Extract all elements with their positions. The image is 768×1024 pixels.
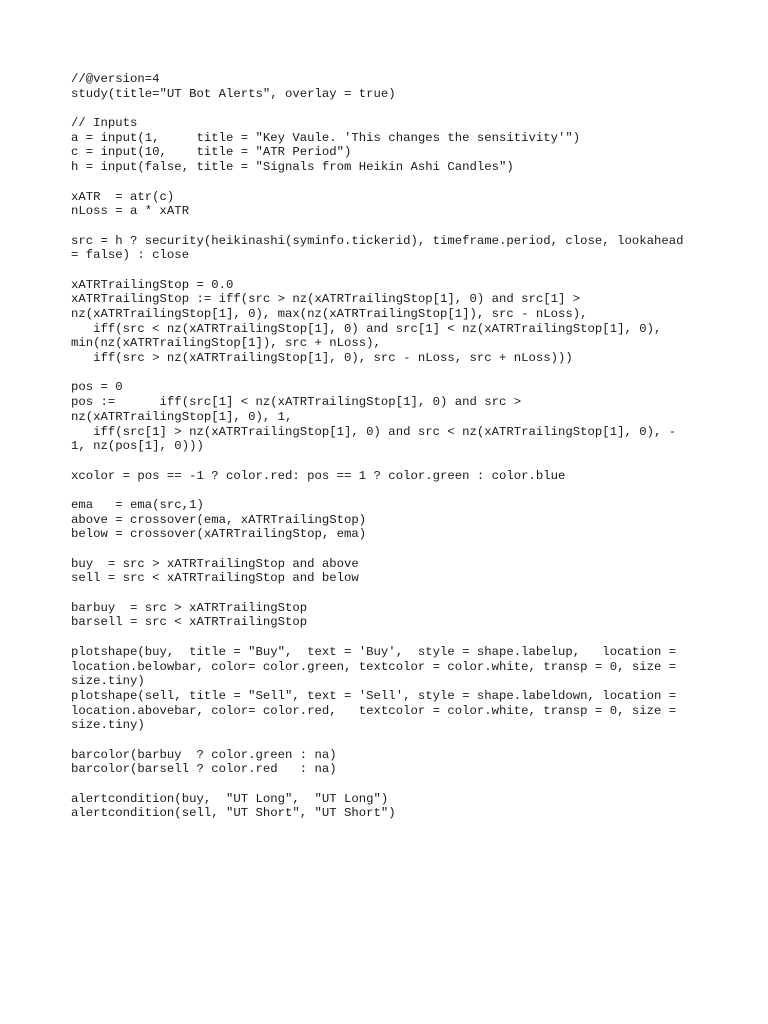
code-line: study(title="UT Bot Alerts", overlay = true) xyxy=(71,86,396,101)
code-line: xATRTrailingStop := iff(src > nz(xATRTrailingStop[1], 0) and src[1] > xyxy=(71,292,581,307)
code-line: below = crossover(xATRTrailingStop, ema) xyxy=(71,527,367,542)
code-line: size.tiny) xyxy=(71,674,145,689)
code-line: nz(xATRTrailingStop[1], 0), 1, xyxy=(71,409,293,424)
code-line: location.abovebar, color= color.red, textcolor = color.white, transp = 0, size = xyxy=(71,703,677,718)
code-line: a = input(1, title = "Key Vaule. 'This changes the sensitivity'") xyxy=(71,130,581,145)
code-line: nz(xATRTrailingStop[1], 0), max(nz(xATRTrailingStop[1]), src - nLoss), xyxy=(71,307,588,321)
code-line: nLoss = a * xATR xyxy=(71,204,190,219)
code-line xyxy=(71,542,711,557)
code-line: plotshape(sell, title = "Sell", text = 'Sell', style = shape.labeldown, location = xyxy=(71,688,677,703)
code-line xyxy=(71,777,711,792)
code-line: size.tiny) xyxy=(71,718,145,733)
code-line: above = crossover(ema, xATRTrailingStop) xyxy=(71,512,367,527)
code-line: iff(src < nz(xATRTrailingStop[1], 0) and src[1] < nz(xATRTrailingStop[1], 0), xyxy=(71,321,662,336)
code-line: c = input(10, title = "ATR Period") xyxy=(71,145,352,160)
code-line: iff(src > nz(xATRTrailingStop[1], 0), src - nLoss, src + nLoss))) xyxy=(71,351,573,366)
code-line: alertcondition(sell, "UT Short", "UT Short") xyxy=(71,806,396,821)
code-line: barcolor(barbuy ? color.green : na) xyxy=(71,747,337,762)
code-line xyxy=(71,366,711,381)
code-line: 1, nz(pos[1], 0))) xyxy=(71,439,204,454)
code-line: location.belowbar, color= color.green, textcolor = color.white, transp = 0, size = xyxy=(71,659,677,674)
code-line xyxy=(71,219,711,234)
code-line: iff(src[1] > nz(xATRTrailingStop[1], 0) and src < nz(xATRTrailingStop[1], 0), - xyxy=(71,424,677,439)
code-line: pos = 0 xyxy=(71,380,123,395)
code-line xyxy=(71,733,711,748)
code-line: alertcondition(buy, "UT Long", "UT Long") xyxy=(71,791,389,806)
code-line: buy = src > xATRTrailingStop and above xyxy=(71,556,359,571)
code-line xyxy=(71,454,711,469)
code-line: = false) : close xyxy=(71,248,190,263)
code-line xyxy=(71,263,711,278)
code-block xyxy=(71,72,711,821)
code-line: h = input(false, title = "Signals from Heikin Ashi Candles") xyxy=(71,160,514,175)
code-line: ema = ema(src,1) xyxy=(71,497,204,512)
code-line: sell = src < xATRTrailingStop and below xyxy=(71,571,359,586)
code-line: src = h ? security(heikinashi(syminfo.tickerid), timeframe.period, close, lookahead xyxy=(71,233,684,248)
code-line: barbuy = src > xATRTrailingStop xyxy=(71,600,308,615)
code-line xyxy=(71,630,711,645)
code-line: xATR = atr(c) xyxy=(71,189,175,204)
code-line: barsell = src < xATRTrailingStop xyxy=(71,615,308,630)
code-line xyxy=(71,101,711,116)
code-line: xcolor = pos == -1 ? color.red: pos == 1 ? color.green : color.blue xyxy=(71,468,566,483)
code-line xyxy=(71,175,711,190)
code-line: plotshape(buy, title = "Buy", text = 'Buy', style = shape.labelup, location = xyxy=(71,644,677,659)
code-line: //@version=4 xyxy=(71,72,160,86)
code-line: pos := iff(src[1] < nz(xATRTrailingStop[1], 0) and src > xyxy=(71,395,522,410)
code-line: xATRTrailingStop = 0.0 xyxy=(71,277,234,292)
code-line xyxy=(71,586,711,601)
code-line xyxy=(71,483,711,498)
code-line: min(nz(xATRTrailingStop[1]), src + nLoss), xyxy=(71,336,381,351)
code-line: barcolor(barsell ? color.red : na) xyxy=(71,762,337,777)
code-line: // Inputs xyxy=(71,116,138,131)
